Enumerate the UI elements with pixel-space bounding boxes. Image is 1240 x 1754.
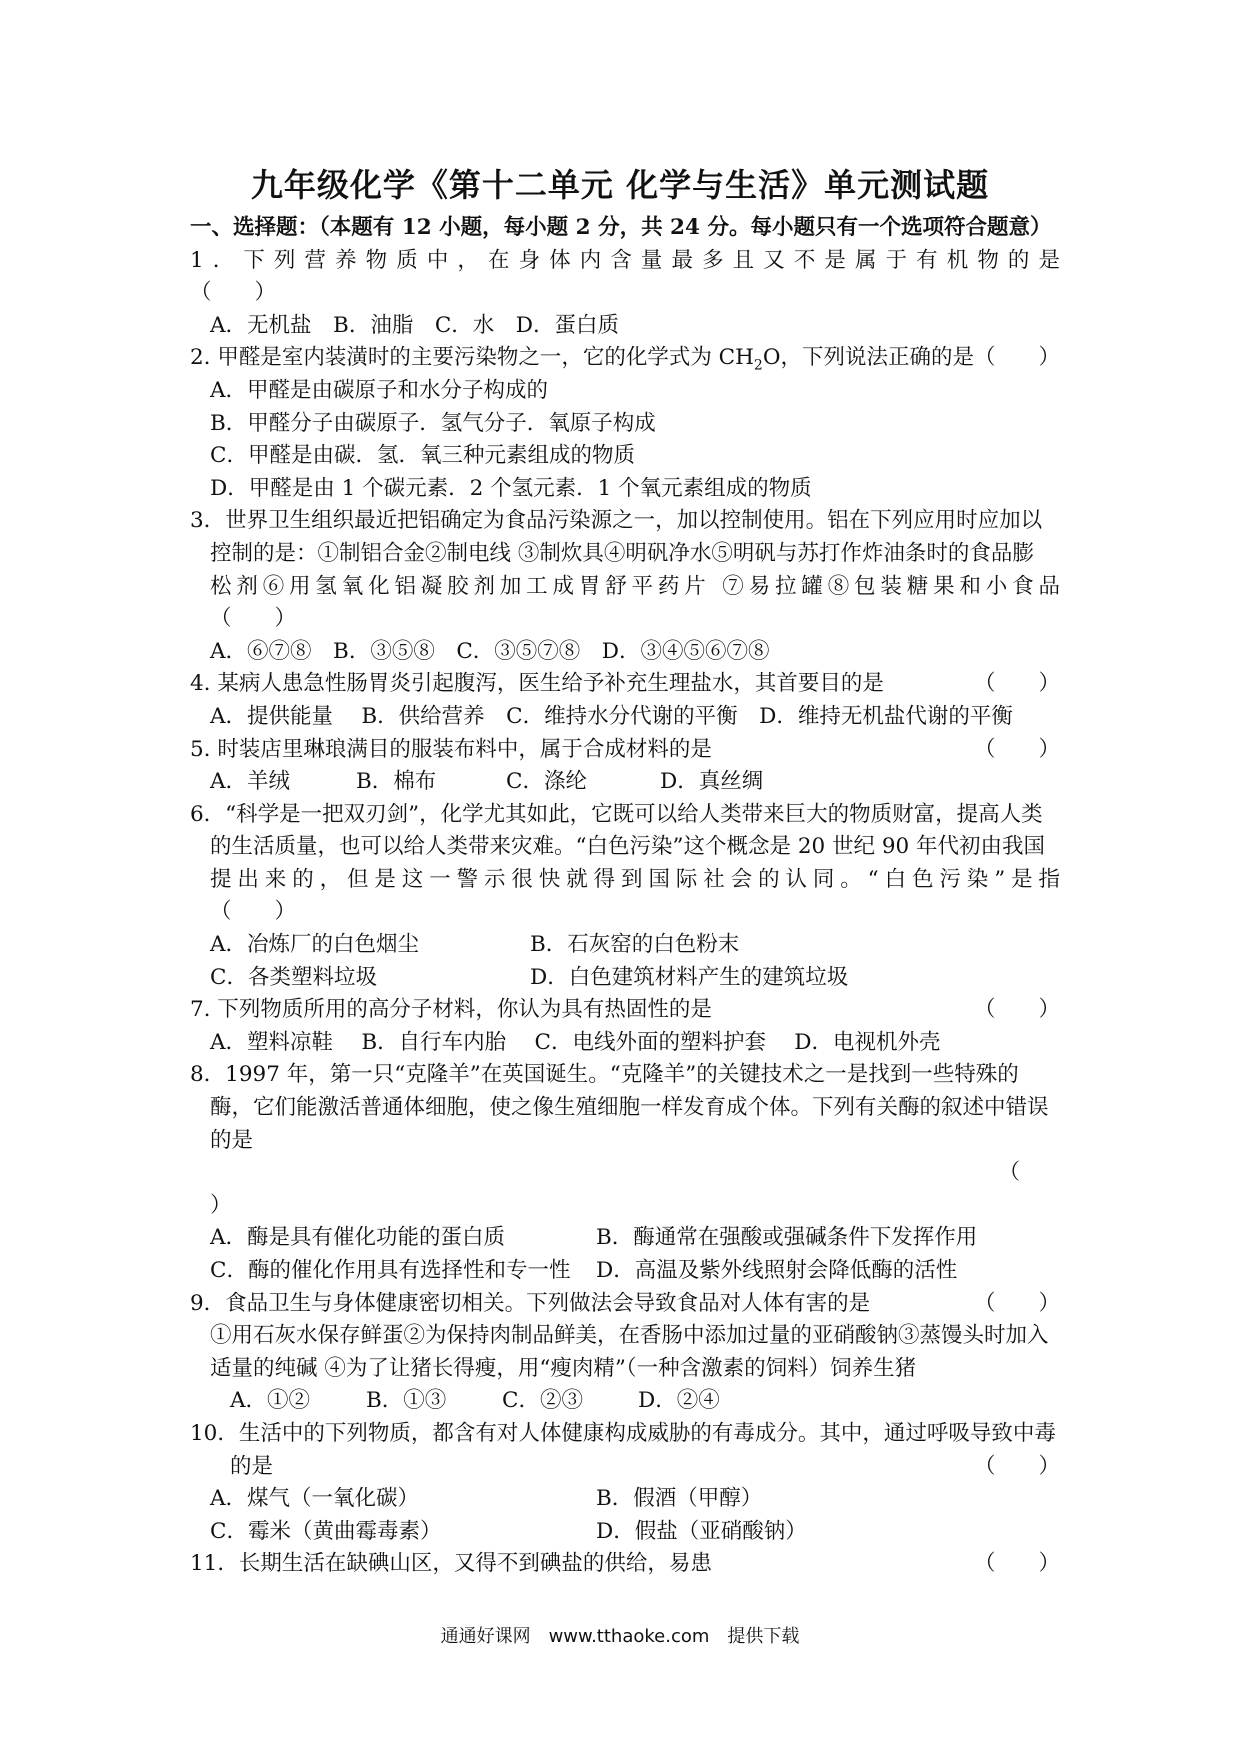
q1-options: A．无机盐 B．油脂 C．水 D．蛋白质 [210, 312, 620, 338]
q8-stem-line1: 8．1997 年，第一只“克隆羊”在英国诞生。“克隆羊”的关键技术之一是找到一些特殊的 [190, 1062, 1019, 1088]
q8-options-row1 [190, 1222, 1060, 1255]
q8-option-d: D．高温及紫外线照射会降低酶的活性 [596, 1258, 958, 1283]
q6-option-d: D．白色建筑材料产生的建筑垃圾 [530, 964, 849, 990]
q6-option-b: B．石灰窑的白色粉末 [530, 932, 740, 958]
q3-options: A．⑥⑦⑧ B．③⑤⑧ C．③⑤⑦⑧ D．③④⑤⑥⑦⑧ [210, 638, 770, 664]
q9-stem [190, 1288, 1060, 1321]
q5-option-a: A．羊绒 [210, 769, 291, 795]
q6-options-row2 [190, 962, 1060, 995]
q6-stem-line2: 的生活质量，也可以给人类带来灾难。“白色污染”这个概念是 20 世纪 90 年代初由我国 [210, 834, 1046, 860]
q10-options-row1 [190, 1483, 1060, 1516]
q5-stem-text: 5. 时装店里琳琅满目的服装布料中，属于合成材料的是 [190, 736, 712, 762]
q8-option-a: A．酶是具有催化功能的蛋白质 [210, 1225, 506, 1251]
q1-stem: 1．下列营养物质中，在身体内含量最多且又不是属于有机物的是 [190, 247, 1060, 273]
q10-stem-line2 [190, 1451, 1060, 1484]
section-heading: 一、选择题：（本题有 12 小题，每小题 2 分，共 24 分。每小题只有一个选项符合题意） [190, 215, 1052, 240]
q7-stem [190, 994, 1060, 1027]
q7-stem-text: 7. 下列物质所用的高分子材料，你认为具有热固性的是 [190, 997, 712, 1023]
q3-stem-line1: 3．世界卫生组织最近把铝确定为食品污染源之一，加以控制使用。铝在下列应用时应加以 [190, 508, 1043, 534]
q7-answer-paren: （ ） [973, 997, 1060, 1023]
question-list [190, 212, 1060, 1581]
q4-stem [190, 668, 1060, 701]
q10-stem-text: 的是 [230, 1453, 274, 1479]
page-title: 九年级化学《第十二单元 化学与生活》单元测试题 [250, 166, 990, 204]
q10-option-c: C．霉米（黄曲霉毒素） [210, 1518, 442, 1544]
q2-answer-paren: （ ） [973, 345, 1060, 371]
q3-stem-line3: 松剂⑥用氢氧化铝凝胶剂加工成胃舒平药片 ⑦易拉罐⑧包装糖果和小食品 [210, 573, 1060, 599]
q2-subscript: 2 [753, 357, 763, 374]
q8-stem-line3: 的是 [210, 1127, 254, 1153]
q2-stem-a: 2. 甲醛是室内装潢时的主要污染物之一，它的化学式为 CH [190, 345, 754, 371]
q2-stem [190, 342, 1060, 375]
q5-option-c: C．涤纶 [506, 769, 587, 795]
q5-answer-paren: （ ） [973, 736, 1060, 762]
q11-stem-text: 11．长期生活在缺碘山区，又得不到碘盐的供给，易患 [190, 1551, 712, 1577]
footer-download-note: 通通好课网 www.tthaoke.com 提供下载 [440, 1626, 800, 1647]
q10-option-b: B．假酒（甲醇） [596, 1486, 763, 1512]
q8-paren-open: （ [998, 1160, 1020, 1186]
q9-option-d: D．②④ [638, 1388, 720, 1414]
q5-option-d: D．真丝绸 [660, 769, 764, 795]
q10-options-row2 [190, 1516, 1060, 1549]
q6-options-row1 [190, 929, 1060, 962]
q6-option-a: A．冶炼厂的白色烟尘 [210, 932, 420, 958]
q9-answer-paren: （ ） [973, 1290, 1060, 1316]
q6-answer-paren: （ ） [210, 899, 297, 925]
q10-answer-paren: （ ） [973, 1453, 1060, 1479]
q2-option-a: A．甲醛是由碳原子和水分子构成的 [210, 377, 549, 403]
q8-options-row2 [190, 1255, 1060, 1288]
q9-options [190, 1385, 1060, 1418]
q4-answer-paren: （ ） [973, 671, 1060, 697]
q8-option-c: C．酶的催化作用具有选择性和专一性 [210, 1258, 571, 1283]
q9-option-a: A．①② [230, 1388, 311, 1414]
q6-option-c: C．各类塑料垃圾 [210, 964, 377, 990]
q2-option-c: C．甲醛是由碳．氢．氧三种元素组成的物质 [210, 443, 635, 469]
q5-option-b: B．棉布 [356, 769, 437, 795]
q6-stem-line1: 6．“科学是一把双刃剑”，化学尤其如此，它既可以给人类带来巨大的物质财富，提高人类 [190, 801, 1043, 827]
q9-stem-line2: ①用石灰水保存鲜蛋②为保持肉制品鲜美，在香肠中添加过量的亚硝酸钠③蒸馒头时加入 [210, 1323, 1049, 1349]
q9-option-c: C．②③ [502, 1388, 583, 1414]
q8-paren-open-row [190, 1157, 1060, 1190]
q2-option-b: B．甲醛分子由碳原子．氢气分子．氧原子构成 [210, 410, 656, 436]
q4-options: A．提供能量 B．供给营养 C．维持水分代谢的平衡 D．维持无机盐代谢的平衡 [210, 703, 1013, 729]
q8-paren-close: ） [210, 1192, 232, 1218]
q11-answer-paren: （ ） [973, 1551, 1060, 1577]
q11-stem [190, 1548, 1060, 1581]
q10-option-a: A．煤气（一氧化碳） [210, 1486, 420, 1512]
q6-stem-line3: 提出来的，但是这一警示很快就得到国际社会的认同。“白色污染”是指 [210, 866, 1060, 892]
q1-answer-paren: （ ） [190, 280, 277, 306]
q8-stem-line2: 酶，它们能激活普通体细胞，使之像生殖细胞一样发育成个体。下列有关酶的叙述中错误 [210, 1095, 1049, 1121]
q9-stem-line3: 适量的纯碱 ④为了让猪长得瘦，用“瘦肉精”（一种含激素的饲料）饲养生猪 [210, 1355, 917, 1381]
q5-stem [190, 734, 1060, 767]
q8-option-b: B．酶通常在强酸或强碱条件下发挥作用 [596, 1225, 978, 1251]
q3-answer-paren: （ ） [210, 606, 297, 632]
q2-stem-b: O，下列说法正确的是 [762, 345, 974, 371]
q4-stem-text: 4. 某病人患急性肠胃炎引起腹泻，医生给予补充生理盐水，其首要目的是 [190, 671, 884, 697]
q2-option-d: D．甲醛是由 1 个碳元素．2 个氢元素．1 个氧元素组成的物质 [210, 475, 812, 501]
q7-options: A．塑料凉鞋 B．自行车内胎 C．电线外面的塑料护套 D．电视机外壳 [210, 1029, 941, 1055]
q3-stem-line2: 控制的是：①制铝合金②制电线 ③制炊具④明矾净水⑤明矾与苏打作炸油条时的食品膨 [210, 540, 1034, 566]
q9-option-b: B．①③ [366, 1388, 447, 1414]
q10-option-d: D．假盐（亚硝酸钠） [596, 1518, 807, 1544]
q9-stem-text: 9．食品卫生与身体健康密切相关。下列做法会导致食品对人体有害的是 [190, 1290, 871, 1316]
q10-stem-line1: 10．生活中的下列物质，都含有对人体健康构成威胁的有毒成分。其中，通过呼吸导致中毒 [190, 1420, 1056, 1446]
q5-options [190, 766, 1060, 799]
